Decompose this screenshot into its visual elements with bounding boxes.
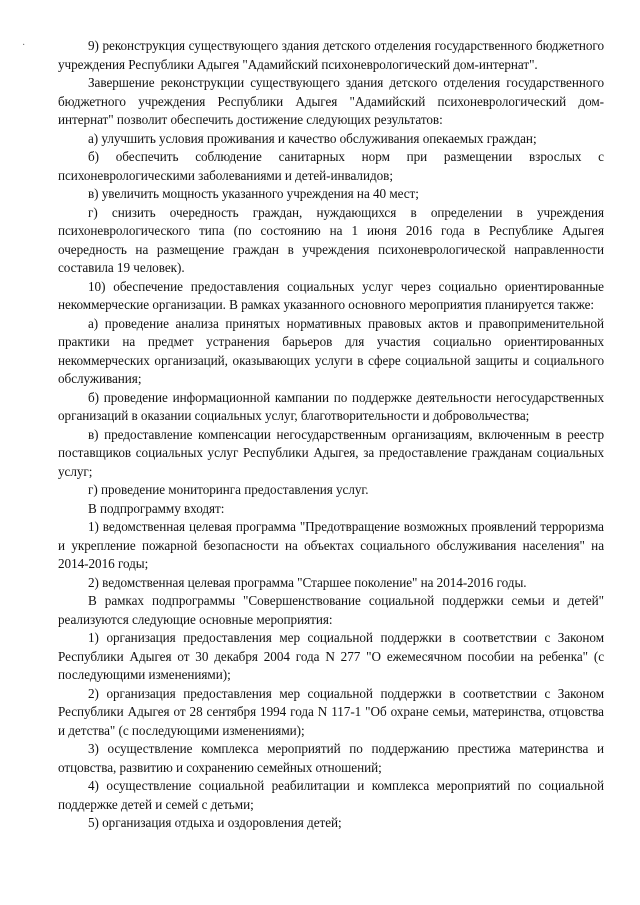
paragraph-result-b: б) обеспечить соблюдение санитарных норм при размещении взрослых с психоневрологическими заболеваниями и детей-инвалидов;: [58, 149, 604, 183]
paragraph-result-a: а) улучшить условия проживания и качество обслуживания опекаемых граждан;: [88, 130, 537, 146]
document-page: [58, 37, 604, 833]
scan-mark: ·: [22, 40, 26, 51]
paragraph-family-item-2: 2) организация предоставления мер социальной поддержки в соответствии с Законом Республики Адыгея от 28 сентября 1994 года N 117-1 "Об охране семьи, материнства, отцовства и детства" (с последующими изменениями);: [58, 685, 604, 738]
paragraph-result-g: г) снизить очередность граждан, нуждающихся в определении в учреждения психоневрологического типа (по состоянию на 1 июня 2016 года в Республике Адыгея очередность на размещение граждан в учреждения психоневрологической направленности составила 19 человек).: [58, 204, 604, 275]
paragraph-reconstruction-results-intro: Завершение реконструкции существующего здания детского отделения государственного бюджетного учреждения Республики Адыгея "Адамийский психоневрологический дом-интернат" позволит обеспечить достижение следующих результатов:: [58, 75, 604, 127]
paragraph-subprogram-item-2: 2) ведомственная целевая программа "Старшее поколение" на 2014-2016 годы.: [88, 574, 527, 590]
paragraph-measure-v: в) предоставление компенсации негосударственным организациям, включенным в реестр поставщиков социальных услуг Республики Адыгея, за предоставление гражданам социальных услуг;: [58, 426, 604, 479]
paragraph-measure-a: а) проведение анализа принятых нормативных правовых актов и правоприменительной практики на предмет устранения барьеров для участия социально ориентированных некоммерческих организаций, оказывающих услуги в сфере социальной защиты и социального обслуживания;: [58, 315, 604, 386]
paragraph-family-support-intro: В рамках подпрограммы "Совершенствование социальной поддержки семьи и детей" реализуются следующие основные мероприятия:: [58, 593, 604, 627]
paragraph-result-v: в) увеличить мощность указанного учреждения на 40 мест;: [88, 186, 419, 201]
paragraph-family-item-3: 3) осуществление комплекса мероприятий по поддержанию престижа материнства и отцовства, развитию и сохранению семейных отношений;: [58, 741, 604, 775]
paragraph-family-item-1: 1) организация предоставления мер социальной поддержки в соответствии с Законом Республики Адыгея от 30 декабря 2004 года N 277 "О ежемесячном пособии на ребенка" (с последующими изменениями);: [58, 630, 604, 682]
paragraph-family-item-4: 4) осуществление социальной реабилитации и комплекса мероприятий по социальной поддержке детей и семей с детьми;: [58, 778, 604, 812]
paragraph-item-10-social-services: 10) обеспечение предоставления социальных услуг через социально ориентированные некоммерческие организации. В рамках указанного основного мероприятия планируется также:: [58, 278, 604, 312]
paragraph-family-item-5: 5) организация отдыха и оздоровления детей;: [88, 815, 342, 830]
paragraph-measure-b: б) проведение информационной кампании по поддержке деятельности негосударственных организаций в оказании социальных услуг, благотворительности и добровольчества;: [58, 389, 604, 423]
paragraph-measure-g: г) проведение мониторинга предоставления услуг.: [88, 482, 369, 497]
paragraph-subprogram-includes: В подпрограмму входят:: [88, 500, 225, 516]
paragraph-subprogram-item-1: 1) ведомственная целевая программа "Предотвращение возможных проявлений терроризма и укрепление пожарной безопасности на объектах социального обслуживания населения" на 2014-2016 годы;: [58, 519, 604, 571]
paragraph-item-9-reconstruction: 9) реконструкция существующего здания детского отделения государственного бюджетного учреждения Республики Адыгея "Адамийский психоневрологический дом-интернат".: [58, 38, 604, 72]
